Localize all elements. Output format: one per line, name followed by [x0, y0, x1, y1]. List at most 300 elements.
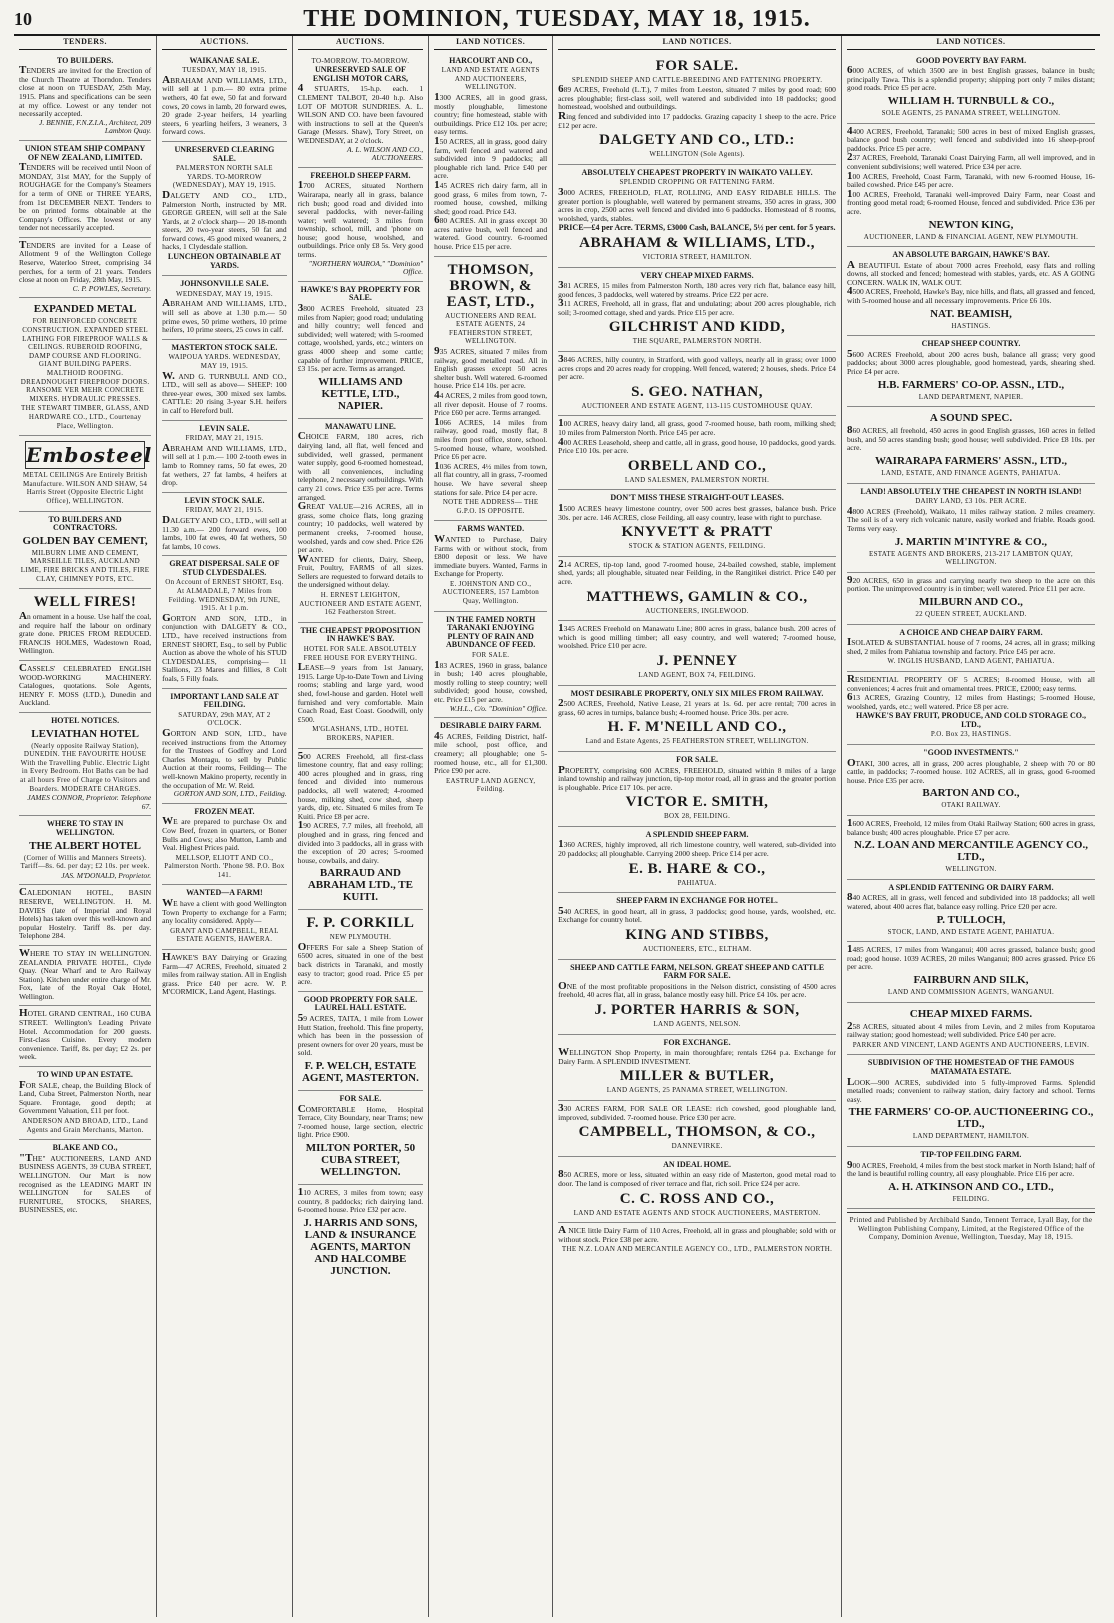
ad-block	[847, 880, 1095, 942]
ad-text: 44 ACRES, 2 miles from good town, all river deposit. House of 7 rooms. Price £60 per acre. Terms arranged.	[434, 389, 548, 418]
ad-text: 3846 ACRES, hilly country, in Stratford, with good valleys, nearly all in grass; over 1000 acres crops and 20 acres ready for cropping. Well fenced, watered; 2 houses, sheds. Price £4 per acre.	[558, 353, 836, 382]
ad-text: A NICE little Dairy Farm of 110 Acres, Freehold, all in grass and ploughable; sold with or without stock. Price £38 per acre.	[558, 1224, 836, 1244]
ad-block	[558, 53, 836, 165]
ad-display-title: WILLIAM H. TURNBULL & CO.,	[887, 94, 1055, 107]
ad-text: 4500 ACRES, Freehold, Hawke's Bay, nice hills, and flats, all grassed and fenced, with 5-roomed house and all necessary improvements. Price £6 10s.	[846, 285, 1095, 306]
ad-display-title: N.Z. LOAN AND MERCANTILE AGENCY CO., LTD.,	[853, 839, 1088, 864]
ad-block	[19, 298, 151, 436]
ad-signature: JAS. M'DONALD, Proprietor.	[61, 870, 152, 880]
ad-heading: MOST DESIRABLE PROPERTY, ONLY SIX MILES FROM RAILWAY.	[570, 688, 824, 698]
ad-block	[19, 661, 151, 713]
ad-text: GREAT VALUE—216 ACRES, all in grass, some choice flats, long grazing country; 10 paddocks, well watered by permanent creeks, 7-roomed house, woolshed, yards and cow shed. Price £26 per acre.	[297, 500, 424, 555]
ad-block	[162, 340, 287, 421]
ad-heading: WHERE TO STAY IN WELLINGTON.	[46, 819, 124, 837]
ad-display-title: E. B. HARE & CO.,	[628, 860, 766, 877]
ad-signature: THE SQUARE, PALMERSTON NORTH.	[632, 337, 762, 346]
ad-text: An ornament in a house. Use half the coal, and require half the labour on ordinary grate done. PRICES FROM REDUCED. FRANCIS HOLMES, Wadestown Road, Wellington.	[19, 610, 152, 656]
ad-text: FOR SALE, cheap, the Building Block of Land, Cuba Street, Palmerston North, near Square. Frontage, good depth; at Government Valuation, £11 per foot.	[19, 1078, 152, 1116]
ad-text: 1600 ACRES, Freehold, 12 miles from Otaki Railway Station; 600 acres in grass, balance bush; 400 acres ploughable. Price £7 per acre.	[846, 817, 1095, 837]
ad-display-title: MILLER & BUTLER,	[619, 1068, 775, 1085]
ad-subheading: DAIRY LAND, £3 10s. PER ACRE.	[915, 497, 1027, 506]
ad-block	[847, 1147, 1095, 1209]
ad-block	[162, 885, 287, 950]
ad-signature: "NORTHERN WAIROA," "Dominion" Office.	[308, 258, 424, 277]
ad-heading: MASTERTON STOCK SALE.	[171, 342, 278, 352]
ad-display-title: MATTHEWS, GAMLIN & CO.,	[586, 588, 808, 605]
ad-price: PRICE—£4 per Acre. TERMS, £3000 Cash, BALANCE, 5½ per cent. for 5 years.	[558, 223, 836, 233]
ad-heading: TO BUILDERS.	[56, 55, 114, 65]
ad-block	[162, 276, 287, 340]
column-heading: LAND NOTICES.	[434, 36, 547, 50]
ad-text: COMFORTABLE Home, Hospital Terrace, City Boundary, near Trams; new 7-roomed house, large section, electric light. Price £900.	[297, 1102, 424, 1140]
ad-display-title: DALGETY AND CO., LTD.:	[599, 132, 795, 149]
ad-signature: AUCTIONEERS, INGLEWOOD.	[645, 606, 749, 615]
ad-display-title: GOLDEN BAY CEMENT,	[22, 534, 148, 547]
ad-signature: E. JOHNSTON AND CO., AUCTIONEERS, 157 Lambton Quay, Wellington.	[442, 579, 540, 606]
ad-heading: CHEAP SHEEP COUNTRY.	[921, 339, 1021, 349]
ad-signature: LAND, ESTATE, AND FINANCE AGENTS, PAHIATUA.	[881, 469, 1061, 477]
ad-block	[19, 1006, 151, 1067]
ad-text: (Corner of Willis and Manners Streets). Tariff—8s. 6d. per day; £2 10s. per week.	[20, 853, 150, 871]
ad-block	[558, 621, 836, 685]
ad-signature: W. INGLIS HUSBAND, LAND AGENT, PAHIATUA.	[887, 657, 1055, 666]
ad-block	[847, 407, 1095, 483]
ad-signature: C. P. POWLES, Secretary.	[72, 283, 152, 293]
ad-block	[558, 416, 836, 490]
ad-text: OTAKI, 300 acres, all in grass, 200 acres ploughable, 2 sheep with 70 or 80 cattle, in paddocks; 7-roomed house. 102 ACRES, all in grass, good 6-roomed house. Price £35 per acre.	[846, 756, 1095, 785]
ad-display-title: ABRAHAM & WILLIAMS, LTD.,	[579, 234, 815, 251]
ad-block	[558, 752, 836, 827]
ad-display-title: C. C. ROSS AND CO.,	[619, 1190, 775, 1207]
ad-text: MILBURN LIME AND CEMENT, MARSEILLE TILES, AUCKLAND LIME, FIRE BRICKS AND TILES, FIRE CLAY, CHIMNEY POTS, ETC.	[20, 548, 150, 583]
ad-text: 935 ACRES, situated 7 miles from railway, good metalled road. All in English grasses except 50 acres shelter bush. Well watered. 6-roomed house. Price £14 10s. per acre.	[434, 345, 548, 391]
ad-signature: JAMES CONNOR, Proprietor. Telephone 67.	[27, 793, 152, 811]
ad-text: W. AND G. TURNBULL AND CO., LTD., will sell as above— SHEEP: 100 three-year ewes, 300 mixed sex lambs. CATTLE: 20 rising 3-year S.H. heifers in calf to Hereford bull.	[162, 369, 287, 415]
ad-block	[434, 257, 547, 522]
ad-block	[558, 893, 836, 959]
ad-text: METAL CEILINGS Are Entirely British Manufacture. WILSON AND SHAW, 54 Harris Street (Opposite Electric Light Office), WELLINGTON.	[22, 471, 148, 505]
ad-block	[298, 749, 423, 911]
ad-heading: "GOOD INVESTMENTS."	[923, 748, 1019, 758]
ad-block	[558, 960, 836, 1035]
ad-heading: FROZEN MEAT.	[194, 806, 255, 816]
ad-date: FRIDAY, MAY 21, 1915.	[185, 434, 264, 443]
ad-text: 1066 ACRES, 14 miles from railway, good road, mostly flat, 8 miles from post office, store, school. 5-roomed house, whare, woolshed. Price £6 per acre.	[434, 415, 548, 462]
ad-heading: SHEEP AND CATTLE FARM, NELSON. GREAT SHEEP AND CATTLE FARM FOR SALE.	[570, 962, 825, 981]
ad-block	[847, 484, 1095, 573]
ad-block	[162, 804, 287, 886]
column-land-notices-1	[429, 36, 553, 1617]
ad-text: 258 ACRES, situated about 4 miles from Levin, and 2 miles from Koputaroa railway station; good homestead; well subdivided. Price £40 per acre.	[846, 1019, 1095, 1040]
ad-block	[162, 421, 287, 493]
column-heading: TENDERS.	[19, 36, 151, 50]
ad-display-title: WELL FIRES!	[33, 594, 137, 611]
ad-subheading: SPLENDID SHEEP AND CATTLE-BREEDING AND FATTENING PROPERTY.	[571, 75, 823, 84]
ad-text: 540 ACRES, in good heart, all in grass, 3 paddocks; good house, yards, woolshed, etc. Exchange for country hotel.	[558, 904, 836, 925]
ad-text: DALGETY AND CO., LTD., will sell at 11.30 a.m.— 200 forward ewes, 100 lambs, 100 fat ewes, 40 fat wethers, 50 fat lambs, 10 cows.	[162, 513, 287, 551]
ad-display-title: GILCHRIST AND KIDD,	[608, 319, 786, 336]
column-auctions-2	[293, 36, 429, 1617]
ad-block	[162, 950, 287, 1001]
ad-block	[558, 1157, 836, 1223]
ad-text: ABRAHAM AND WILLIAMS, LTD., will sell as above at 1.30 p.m.— 50 prime ewes, 50 prime wethers, 10 prime heifers, 10 prime steers, 25 cows in calf.	[162, 297, 287, 335]
ad-text: 45 ACRES, Feilding District, half-mile school, post office, and creamery; all ploughable; one 5-roomed house, etc., all for £1,300. Price £90 per acre.	[434, 729, 548, 776]
ad-block	[847, 1003, 1095, 1056]
column-land-notices-3	[842, 36, 1100, 1617]
ad-text: 311 ACRES, Freehold, all in grass, flat and undulating; about 200 acres ploughable, rich soil; 3-roomed cottage, shed and yards. Price £15 per acre.	[558, 297, 836, 317]
ad-text: 214 ACRES, tip-top land, good 7-roomed house, 24-bailed cowshed, stable, implement shed, yards; all ploughable, situated near Feilding, in the Rangitikei district. Price £40 per acre.	[558, 557, 836, 586]
ad-heading: FOR SALE.	[676, 754, 718, 764]
ad-block	[558, 352, 836, 416]
ad-display-title: LEVIATHAN HOTEL	[31, 727, 139, 740]
ad-display-title: BARTON AND CO.,	[922, 787, 1020, 800]
ad-signature: LAND AGENT, BOX 74, FEILDING.	[638, 670, 756, 679]
ad-display-title: F. P. CORKILL	[306, 915, 415, 932]
ad-text: 500 ACRES Freehold, all first-class limestone country, flat and easy rolling; 400 acres ploughed and in grass, ring fenced and divided into numerous paddocks, all well watered; 4-roomed house, milking shed, cow shed, sheep yards, dip, etc. Situated 6 miles from Te Kuiti. Price £8 per acre.	[297, 749, 424, 821]
ad-heading: WAIKANAE SALE.	[189, 55, 260, 65]
ad-text: 900 ACRES, Freehold, 4 miles from the best stock market in North Island; half of the land is beautiful rolling country, all easy ploughable. Price £16 per acre.	[846, 1158, 1095, 1179]
ad-text: 6000 ACRES, of which 3500 are in best English grasses, balance in bush; principally Tawa. This is a splendid property; shipping port only 7 miles distant; good roads. Price £5 per acre.	[846, 64, 1095, 93]
ad-date: SATURDAY, 29th MAY, AT 2 O'CLOCK.	[178, 710, 271, 728]
ad-text: GORTON AND SON, LTD., in conjunction with DALGETY & CO., LTD., have received instructions from ERNEST SHORT, Esq., to sell by Public Auction as above the whole of his STUD CLYDESDALES, comprising— 11 Stallions, 23 Mares and fillies, 8 Colt foals, 5 Filly foals.	[162, 611, 287, 683]
ad-block	[19, 885, 151, 946]
ad-text: FOR REINFORCED CONCRETE CONSTRUCTION. EXPANDED STEEL LATHING FOR FIREPROOF WALLS & CEILINGS. RUBEROID ROOFING, DAMP COURSE AND FLOORING. GIANT BUILDING PAPERS. MALTHOID ROOFING. DREADNOUGHT FIREPROOF DOORS. RANSOME VER MEHR CONCRETE MIXERS. HYDRAULIC PRESSES.	[20, 317, 150, 403]
ad-signature: FEILDING.	[952, 1194, 990, 1203]
ad-signature: WILLIAMS AND KETTLE, LTD., NAPIER.	[318, 375, 403, 412]
ad-block	[298, 282, 423, 419]
ad-block	[19, 589, 151, 661]
ad-text: 613 ACRES, Grazing Country, 12 miles from Hastings; 5-roomed House, woolshed, yards, etc.; well watered. Price £8 per acre.	[846, 691, 1095, 711]
column-land-notices-2	[553, 36, 842, 1617]
ad-heading: TO BUILDERS AND CONTRACTORS.	[48, 514, 122, 533]
ad-block	[298, 168, 423, 282]
ad-signature: MILTON PORTER, 50 CUBA STREET, WELLINGTON.	[305, 1141, 416, 1178]
ad-block	[19, 713, 151, 816]
ad-date: PALMERSTON NORTH SALE YARDS. TO-MORROW (WEDNESDAY), MAY 19, 1915.	[172, 164, 276, 190]
ad-block	[162, 556, 287, 688]
ad-heading: A CHOICE AND CHEAP DAIRY FARM.	[899, 627, 1043, 637]
ad-display-title: A SOUND SPEC.	[929, 412, 1013, 425]
ad-heading: DESIRABLE DAIRY FARM.	[440, 721, 542, 731]
ad-text: 59 ACRES, TAITA, 1 mile from Lower Hutt Station, freehold. This fine property, which has been in the possession of present owners for over 20 years, must be sold.	[297, 1012, 424, 1058]
ad-signature: PARKER AND VINCENT, LAND AGENTS AND AUCTIONEERS, LEVIN.	[852, 1040, 1090, 1049]
ad-block	[19, 436, 151, 511]
ad-display-title: MILBURN AND CO.,	[919, 595, 1023, 608]
ad-display-title: WAIRARAPA FARMERS' ASSN., LTD.,	[874, 455, 1067, 467]
ad-display-title: VICTOR E. SMITH,	[625, 794, 769, 811]
column-heading: LAND NOTICES.	[847, 36, 1095, 50]
ad-text: CASSELS' CELEBRATED ENGLISH WOOD-WORKING MACHINERY. Catalogues, quotations. Sole Agents, HENRY F. MOSS (LTD.), Dunedin and Auckland.	[19, 662, 152, 708]
ad-text: 1700 ACRES, situated Northern Wairarapa, nearly all in grass, balance rich bush; good road and divided into several paddocks, with never-failing water; well watered; 3 miles from township, school, mill, and 'phone on house; good house, woolshed, and outbuildings. Price only £8 5s. Very good terms.	[297, 179, 424, 260]
ad-text: 680 ACRES. All in grass except 30 acres native bush, well fenced and watered. Good country. 6-roomed house. Price £15 per acre.	[434, 214, 548, 252]
ad-subheading: FOR SALE.	[472, 651, 510, 660]
ad-text: WANTED to Purchase, Dairy Farms with or without stock, from £800 deposit or less. We have immediate buyers. Wanted, Farms in Exchange for Property.	[434, 532, 548, 579]
ad-text: 4 STUARTS, 15-h.p. each. 1 CLEMENT TALBOT, 20-40 h.p. Also LOT OF MOTOR SUNDRIES. A. L. WILSON AND CO. have been favoured with instructions to sell at the Queen's Garage (Messrs. Shaw), Tory Street, on WEDNESDAY, at 2 o'clock.	[297, 82, 424, 145]
page-number: 10	[14, 8, 32, 29]
ad-subheading: SPLENDID CROPPING OR FATTENING FARM.	[619, 178, 775, 187]
ad-text: A BEAUTIFUL Estate of about 7000 acres Freehold, easy flats and rolling downs, all stocked and fenced; homestead with stables, yards, etc. AS A GOING CONCERN. WALK IN, WALK OUT.	[846, 258, 1095, 287]
ad-block	[298, 623, 423, 749]
ad-signature: A. L. WILSON AND CO., AUCTIONEERS.	[347, 144, 424, 163]
ad-heading: VERY CHEAP MIXED FARMS.	[640, 270, 754, 280]
ad-text: 689 ACRES, Freehold (L.T.), 7 miles from Leeston, situated 7 miles by good road; 600 acres ploughable; first-class soil, well watered and subdivided into 18 paddocks; good homestead, woolshed and outbuildings.	[558, 83, 836, 112]
ad-display-title: H.B. FARMERS' CO-OP. ASSN., LTD.,	[877, 378, 1065, 391]
ad-text: WE are prepared to purchase Ox and Cow Beef, frozen in quarters, or Boner Bulls and Cows; also Mutton, Lamb and Veal. Highest Prices paid.	[162, 815, 287, 853]
ad-block	[298, 1185, 423, 1283]
ad-display-title: THE FARMERS' CO-OP. AUCTIONEERING CO., LTD.,	[848, 1106, 1094, 1131]
ad-block	[19, 1140, 151, 1219]
ad-text: 850 ACRES, more or less, situated within an easy ride of Masterton, good metal road to door. The land is composed of river terrace and flat, rich soil. Price £24 per acre.	[558, 1168, 836, 1188]
ad-signature: EASTRUP LAND AGENCY, Feilding.	[445, 776, 536, 794]
ad-text: WHERE TO STAY IN WELLINGTON. ZEALANDIA PRIVATE HOTEL, Clyde Quay. (Near Wharf and te Aro Railway Station). Kitchen under entire charge of Mr. Fox, late of the Royal Oak Hotel, Wellington.	[19, 946, 152, 1001]
ad-signature: LAND AGENTS, NELSON.	[653, 1020, 741, 1028]
ad-signature: OTAKI RAILWAY.	[941, 801, 1001, 810]
ad-text: 330 ACRES FARM, FOR SALE OR LEASE: rich cowshed, good ploughable land, improved, subdivided. 7-roomed house. Price £30 per acre.	[558, 1101, 836, 1122]
ad-signature: ESTATE AGENTS AND BROKERS, 213-217 LAMBTON QUAY, WELLINGTON.	[869, 549, 1073, 567]
column-auctions-1	[157, 36, 293, 1617]
ad-block	[434, 53, 547, 257]
ad-block	[558, 490, 836, 556]
ad-signature: SOLE AGENTS, 25 PANAMA STREET, WELLINGTON.	[881, 108, 1061, 117]
ad-heading: LUNCHEON OBTAINABLE AT YARDS.	[167, 252, 281, 270]
ad-signature: ANDERSON AND BROAD, LTD., Land Agents and Grain Merchants, Marton.	[22, 1117, 149, 1134]
ad-display-title: P. TULLOCH,	[936, 913, 1006, 926]
ad-display-title: S. GEO. NATHAN,	[631, 383, 763, 400]
ad-text: 1300 ACRES, all in good grass, mostly ploughable, limestone country; fine homestead, stable with outbuildings. Price £12 10s. per acre; easy terms.	[434, 90, 548, 137]
ad-text: 190 ACRES, 7.7 miles, all freehold, all ploughed and in grass, ring fenced and divided into 3 paddocks, all in grass with the exception of 20 acres; 5-roomed house, cowbails, and dairy.	[297, 819, 424, 865]
ad-block	[847, 672, 1095, 745]
ad-heading: GREAT DISPERSAL SALE OF STUD CLYDESDALES.	[169, 559, 280, 577]
ad-signature: P.O. Box 23, HASTINGS.	[930, 730, 1012, 739]
ad-text: LEASE—9 years from 1st January, 1915. Large Up-to-Date Town and Living rooms; stabling and large yard, wood shed, fowl-house and garden. Hotel well furnished and very comfortable. Main Coach Road, East Coast. Goodwill, only £500.	[297, 661, 424, 724]
ad-block	[434, 612, 547, 719]
ad-text: ISOLATED & SUBSTANTIAL house of 7 rooms, 24 acres, all in grass; milking shed, 2 miles from Pahiatua township and factory. Price £45 per acre.	[846, 636, 1095, 656]
ad-text: CHOICE FARM, 180 acres, rich dairying land, all flat, well fenced and subdivided, well grassed, permanent water supply, good 6-roomed homestead, with all conveniences, including telephone, 2 necessary outbuildings. With carry 21 cows. Price £35 per acre. Terms arranged.	[297, 430, 424, 502]
ad-text: ABRAHAM AND WILLIAMS, LTD., will sell at 1 p.m.— 80 extra prime wethers, 40 fat ewe, 50 fat and forward cows, 20 cows in lamb, 20 forward ewes, 20 grade 2-year heifers, 14 yearling steers, 6 yearling heifers, 3 weaners, 3 forward cows.	[162, 73, 287, 137]
ad-display-title: FAIRBURN AND SILK,	[913, 973, 1029, 986]
ad-display-title: FOR SALE.	[655, 57, 739, 74]
ad-display-title: EXPANDED METAL	[33, 303, 137, 316]
ad-display-title: HAWKE'S BAY FRUIT, PRODUCE, AND COLD STORAGE CO., LTD.,	[855, 711, 1086, 729]
ad-block	[19, 946, 151, 1007]
ad-text: 110 ACRES, 3 miles from town; easy country, 8 paddocks; rich dairying land. 6-roomed house. Price £32 per acre.	[297, 1185, 424, 1215]
publisher-imprint: Printed and Published by Archibald Sando, Tennent Terrace, Lyall Bay, for the Wellington Publishing Company, Limited, at the Registered Office of the Company, Dominion Avenue, Wellington, Tuesday, May 18, 1915.	[849, 1216, 1093, 1242]
ad-text: WE have a client with good Wellington Town Property to exchange for a Farm; any locality considered. Apply—	[162, 897, 287, 926]
ad-heading: SUBDIVISION OF THE HOMESTEAD OF THE FAMOUS MATAMATA ESTATE.	[867, 1058, 1075, 1076]
ad-block	[162, 493, 287, 557]
ad-subheading: HOTEL FOR SALE. ABSOLUTELY FREE HOUSE FOR EVERYTHING.	[303, 645, 418, 662]
ad-signature: BARRAUD AND ABRAHAM LTD., TE KUITI.	[307, 867, 413, 904]
ad-text: 237 ACRES, Freehold, Taranaki Coast Dairying Farm, all well improved, and in convenient subdivisions; well watered. Price £34 per acre.	[846, 151, 1095, 171]
ad-block	[847, 573, 1095, 625]
ad-heading: HAWKE'S BAY PROPERTY FOR SALE.	[300, 284, 421, 303]
ad-signature: THE N.Z. LOAN AND MERCANTILE AGENCY CO., LTD., PALMERSTON NORTH.	[561, 1245, 833, 1254]
ad-block	[19, 141, 151, 238]
ad-heading: MANAWATU LINE.	[324, 421, 396, 431]
ad-signature: J. HARRIS AND SONS, LAND & INSURANCE AGENTS, MARTON AND HALCOMBE JUNCTION.	[303, 1216, 418, 1277]
ad-heading: LEVIN STOCK SALE.	[184, 495, 265, 505]
ad-text: HAWKE'S BAY Dairying or Grazing Farm—47 ACRES, Freehold, situated 2 miles from railway station. All in English grass. Price £40 per acre. W. P. M'CORMICK, Land Agent, Hastings.	[162, 951, 287, 997]
ad-text: 1485 ACRES, 17 miles from Wanganui; 400 acres grassed, balance bush; good road; good house. 1039 ACRES, 20 miles Wanganui; 800 acres grassed. Price £6 per acre.	[846, 943, 1095, 972]
ad-block	[162, 689, 287, 804]
ad-text: "THE" AUCTIONEERS, LAND AND BUSINESS AGENTS, 39 CUBA STREET, WELLINGTON. Our Mart is now recognised as the LEADING MART IN WELLINGTON for SALES of FURNITURE, STOCKS, SHARES, BUSINESSES, etc.	[19, 1151, 152, 1215]
ad-date: On Account of ERNEST SHORT, Esq. At ALMADALE, 7 Miles from Feilding. WEDNESDAY, 9th JUNE, 1915. At 1 p.m.	[165, 578, 284, 613]
ad-signature: AUCTIONEER, LAND & FINANCIAL AGENT, NEW PLYMOUTH.	[863, 232, 1079, 241]
ad-text: 3000 ACRES, FREEHOLD, FLAT, ROLLING, AND EASY RIDABLE HILLS. The greater portion is ploughable, well watered by permanent streams, 350 acres in grass, 300 acres in crop, 2500 acres well fenced and divided into 6 paddocks. Homestead of 8 rooms, woolshed, yards, stables.	[558, 185, 836, 223]
ad-signature: LAND DEPARTMENT, NAPIER.	[918, 392, 1024, 401]
ad-heading: BLAKE AND CO.,	[52, 1143, 118, 1153]
ad-block	[847, 942, 1095, 1002]
ad-display-title: THOMSON, BROWN, & EAST, LTD.,	[446, 261, 535, 310]
ad-text: 5600 ACRES Freehold, about 200 acres bush, balance all grass; very good paddocks; about 3000 acres ploughable, good homestead, yards, shearing shed. Price £4 per acre.	[846, 347, 1095, 377]
ad-text: 100 ACRES, Freehold, Coast Farm, Taranaki, with new 6-roomed House, 16-bailed cowshed. Price £45 per acre.	[846, 169, 1095, 190]
ad-signature: Land and Estate Agents, 25 FEATHERSTON STREET, WELLINGTON.	[585, 737, 809, 746]
ad-heading: LEVIN SALE.	[199, 423, 250, 433]
ad-block	[298, 992, 423, 1091]
ad-text: 3800 ACRES Freehold, situated 23 miles from Napier; good road; undulating and hilly country; well fenced and subdivided; well watered; with 5-roomed cottage, woolshed, yards, etc.; winters on grass 4000 sheep and some cattle; capable of further improvement. PRICE, £3 15s. per acre. Terms as arranged.	[297, 302, 424, 374]
ad-text: TENDERS will be received until Noon of MONDAY, 31st MAY, for the Supply of ROUGHAGE for the Company's Steamers for a term of ONE or THREE YEARS, from 1st DECEMBER NEXT. Tenders to be on printed forms obtainable at the Company's Offices. The lowest or any tender not necessarily accepted.	[19, 161, 152, 233]
ad-heading: GOOD PROPERTY FOR SALE. LAUREL HALL ESTATE.	[303, 994, 418, 1013]
ad-heading: TIP-TOP FEILDING FARM.	[920, 1149, 1022, 1159]
ad-text: RESIDENTIAL PROPERTY OF 5 ACRES; 8-roomed House, with all conveniences; 4 acres fruit and ornamental trees. PRICE, £2000; easy terms.	[846, 672, 1095, 693]
ad-subheading: AUCTIONEERS AND REAL ESTATE AGENTS, 24 FEATHERSTON STREET, WELLINGTON.	[445, 311, 537, 346]
ad-text: TENDERS are invited for the Erection of the Church Theatre at Thorndon. Tenders close at noon on TUESDAY, 25th May, 1915. Plans and specifications can be seen at my office. Lowest or any tender not necessarily accepted.	[19, 64, 152, 119]
ad-text: Ring fenced and subdivided into 17 paddocks. Grazing capacity 1 sheep to the acre. Price £12 per acre.	[558, 109, 836, 130]
ad-block	[847, 1055, 1095, 1147]
ad-display-title: J. MARTIN M'INTYRE & CO.,	[894, 535, 1048, 548]
divider	[847, 1212, 1095, 1213]
ad-signature: WELLINGTON.	[945, 865, 997, 874]
ad-heading: WANTED—A FARM!	[186, 888, 263, 898]
ad-text: 400 ACRES Leasehold, sheep and cattle, all in grass, good house, 10 paddocks, good yards. Price £10 10s. per acre.	[558, 435, 836, 456]
ad-text: GORTON AND SON, LTD., have received instructions from the Attorney for the Trustees of Godfrey and Lord Charles Montagu, to sell by Public Auction at their rooms, Feilding— The well-known Makino property, recently in the occupation of Mr. W. Reid.	[162, 726, 287, 790]
ad-block	[19, 816, 151, 885]
ad-signature: GRANT AND CAMPBELL, REAL ESTATE AGENTS, HAWERA.	[170, 926, 279, 944]
ad-text: TENDERS are invited for a Lease of Allotment 9 of the Wellington College Reserve, Waterloo Street, comprising 34 perches, for a term of 21 years. Tenders close at noon on Friday, 28th May, 1915.	[19, 238, 152, 285]
ad-signature: J. BENNIE, F.N.Z.I.A., Architect, 209 Lambton Quay.	[39, 117, 152, 136]
ad-heading: IN THE FAMED NORTH TARANAKI ENJOYING PLENTY OF RAIN AND ABUNDANCE OF FEED.	[445, 614, 536, 650]
ad-heading: LAND! ABSOLUTELY THE CHEAPEST IN NORTH ISLAND!	[860, 486, 1082, 496]
ad-signature: M'GLASHANS, LTD., HOTEL BROKERS, NAPIER.	[312, 725, 409, 742]
ad-signature: STOCK, LAND, AND ESTATE AGENT, PAHIATUA.	[887, 927, 1055, 936]
ad-display-title: KING AND STIBBS,	[625, 927, 769, 944]
ad-block	[558, 1035, 836, 1101]
ad-block	[19, 238, 151, 299]
ad-signature: GORTON AND SON, LTD., Feilding.	[173, 789, 287, 799]
embosteel-logo: Embosteel	[26, 443, 153, 468]
ad-text: 920 ACRES, 650 in grass and carrying nearly two sheep to the acre on this portion. The unimproved country is in timber; well watered. Price £11 per acre.	[846, 573, 1095, 594]
ad-text: (Nearly opposite Railway Station), DUNEDIN. THE FAVOURITE HOUSE With the Travelling Public. Electric Light in Every Bedroom. Hot Baths can be had at all hours Free of Charge to Visitors and Boarders. MODERATE CHARGES.	[20, 741, 151, 793]
ad-block	[558, 1101, 836, 1157]
ad-display-title: THE ALBERT HOTEL	[29, 839, 142, 852]
ad-heading: DON'T MISS THESE STRAIGHT-OUT LEASES.	[610, 493, 784, 503]
masthead	[14, 4, 1100, 36]
ad-heading: IMPORTANT LAND SALE AT FEILDING.	[170, 691, 279, 710]
column-heading: AUCTIONS.	[298, 36, 423, 50]
ad-block	[847, 336, 1095, 407]
ad-text: ONE of the most profitable propositions in the Nelson district, consisting of 4500 acres freehold, 40 acres flat, all in grass, balance mostly easy hill. Price £4 10s. per acre.	[558, 979, 836, 1000]
ad-signature: 22 QUEEN STREET, AUCKLAND.	[915, 609, 1027, 618]
ad-text: 4800 ACRES (Freehold), Waikato, 11 miles railway station. 2 miles creamery. The soil is of a very rich volcanic nature, easily worked and friable. Roads good. Terms very easy.	[846, 504, 1095, 533]
ad-block	[558, 165, 836, 268]
ad-text: 100 ACRES, Freehold, Taranaki well-improved Dairy Farm, near Coast and fronting good metal road; 6-roomed House, fenced and subdivided. Price £36 per acre.	[846, 187, 1095, 216]
ad-block	[558, 686, 836, 752]
ad-heading: ABSOLUTELY CHEAPEST PROPERTY IN WAIKATO VALLEY.	[581, 167, 813, 177]
ad-block	[847, 124, 1095, 248]
ad-signature: H. ERNEST LEIGHTON, AUCTIONEER AND ESTATE AGENT, 162 Featherston Street.	[299, 591, 422, 617]
ad-block	[847, 247, 1095, 336]
ad-signature: W.H.L., C/o. "Dominion" Office.	[449, 703, 548, 713]
ad-heading: FREEHOLD SHEEP FARM.	[310, 170, 411, 180]
ad-signature: AUCTIONEER AND ESTATE AGENT, 113-115 CUSTOMHOUSE QUAY.	[581, 401, 813, 410]
ad-date: TUESDAY, MAY 18, 1915.	[182, 66, 267, 75]
ad-signature: AUCTIONEERS, ETC., ELTHAM.	[642, 945, 752, 954]
ad-display-title: CHEAP MIXED FARMS.	[909, 1007, 1033, 1020]
ad-signature: LAND AGENTS, 25 PANAMA STREET, WELLINGTON.	[606, 1086, 788, 1095]
ad-date: TO-MORROW. TO-MORROW.	[311, 56, 410, 65]
ad-heading: HARCOURT AND CO.,	[449, 55, 533, 65]
column-heading: LAND NOTICES.	[558, 36, 836, 50]
ad-heading: TO WIND UP AN ESTATE.	[37, 1070, 133, 1080]
ad-heading: SHEEP FARM IN EXCHANGE FOR HOTEL.	[616, 896, 778, 906]
ad-text: 1360 ACRES, highly improved, all rich limestone country, well watered, sub-divided into 20 paddocks; all ploughable. Carrying 2000 sheep. Price £14 per acre.	[558, 838, 836, 859]
ad-block	[298, 1091, 423, 1185]
ad-block	[19, 512, 151, 590]
ad-signature: BOX 28, FEILDING.	[663, 812, 731, 821]
ad-display-title: NEWTON KING,	[928, 218, 1014, 231]
ad-text: 100 ACRES, heavy dairy land, all grass, good 7-roomed house, bath room, milking shed; 10 miles from Palmerston North. Price £45 per acre.	[558, 417, 836, 438]
ad-signature: STOCK & STATION AGENTS, FEILDING.	[628, 542, 766, 551]
ad-subheading: LAND AND ESTATE AGENTS AND AUCTIONEERS, WELLINGTON.	[441, 66, 540, 92]
ad-text: DALGETY AND CO., LTD., Palmerston North, instructed by MR. GEORGE GREEN, will sell at the Sale Yards, at 2 o'clock sharp— 20 18-month steers, 20 two-year steers, 50 fat and forward cows, 45 good mixed weaners, 2 hacks, 1 Clydesdale stallion.	[162, 188, 287, 252]
ad-signature: LAND DEPARTMENT, HAMILTON.	[912, 1132, 1030, 1141]
ad-display-title: CAMPBELL, THOMSON, & CO.,	[578, 1124, 816, 1141]
ad-signature: MELLSOP, ELIOTT AND CO., Palmerston North. 'Phone 98. P.O. Box 141.	[164, 853, 285, 879]
ad-text: WELLINGTON Shop Property, in main thoroughfare; rentals £264 p.a. Exchange for Dairy Farm. A SPLENDID INVESTMENT.	[558, 1046, 836, 1066]
ad-heading: UNRESERVED SALE OF ENGLISH MOTOR CARS,	[312, 65, 409, 83]
ad-signature: LAND AND COMMISSION AGENTS, WANGANUI.	[887, 987, 1055, 996]
ad-text: ABRAHAM AND WILLIAMS, LTD., will sell at 1 p.m.— 100 2-tooth ewes in lamb to Romney rams, 50 fat ewes, 20 fat wethers, 27 fat lambs, 4 heifers at drop.	[162, 441, 287, 488]
ad-block	[298, 910, 423, 992]
columns	[14, 36, 1100, 1617]
ad-block	[298, 53, 423, 168]
ad-text: 150 ACRES, all in grass, good dairy farm, well fenced and watered and subdivided into 9 paddocks; all ploughable rich land. Price £40 per acre.	[434, 134, 548, 181]
ad-block	[162, 53, 287, 142]
ad-display-title: NAT. BEAMISH,	[930, 307, 1012, 320]
ad-display-title: H. F. M'NEILL AND CO.,	[607, 719, 787, 736]
ad-block	[298, 419, 423, 623]
ad-text: 860 ACRES, all freehold, 450 acres in good English grasses, 160 acres in felled bush, and 50 acres standing bush; good house; well subdivided. Price £8 10s. per acre.	[846, 424, 1095, 453]
ad-block	[19, 53, 151, 141]
ad-text: 1500 ACRES heavy limestone country, over 500 acres best grasses, balance bush. Price 30s. per acre. 146 ACRES, close Feilding, all easy country, lease with right to purchase.	[558, 502, 836, 522]
ad-heading: AN IDEAL HOME.	[663, 1159, 731, 1169]
ad-block	[434, 718, 547, 799]
ad-block	[19, 1067, 151, 1140]
ad-date: WEDNESDAY, MAY 19, 1915.	[175, 289, 273, 298]
ad-text: OFFERS For sale a Sheep Station of 6500 acres, situated in one of the best back districts in Taranaki, and mostly easy to tractor; good road. Price £5 per acre.	[297, 940, 424, 987]
ad-heading: FARMS WANTED.	[457, 524, 525, 534]
ad-heading: HOTEL NOTICES.	[51, 716, 120, 726]
ad-heading: UNRESERVED CLEARING SALE.	[174, 144, 275, 163]
ad-signature: WELLINGTON (Sole Agents).	[649, 150, 745, 159]
ad-block	[847, 745, 1095, 816]
newspaper-title: THE DOMINION, TUESDAY, MAY 18, 1915.	[303, 5, 811, 32]
ad-text: 2500 ACRES, Freehold, Native Lease, 21 years at 1s. 6d. per acre rental; 700 acres in grass, 60 acres in turnips, balance bush; 4-roomed house. Price 30s. per acre.	[558, 697, 836, 717]
ad-display-title: A. H. ATKINSON AND CO., LTD.,	[888, 1180, 1054, 1193]
ad-block	[558, 557, 836, 621]
ad-block	[847, 53, 1095, 124]
ad-block	[434, 521, 547, 611]
